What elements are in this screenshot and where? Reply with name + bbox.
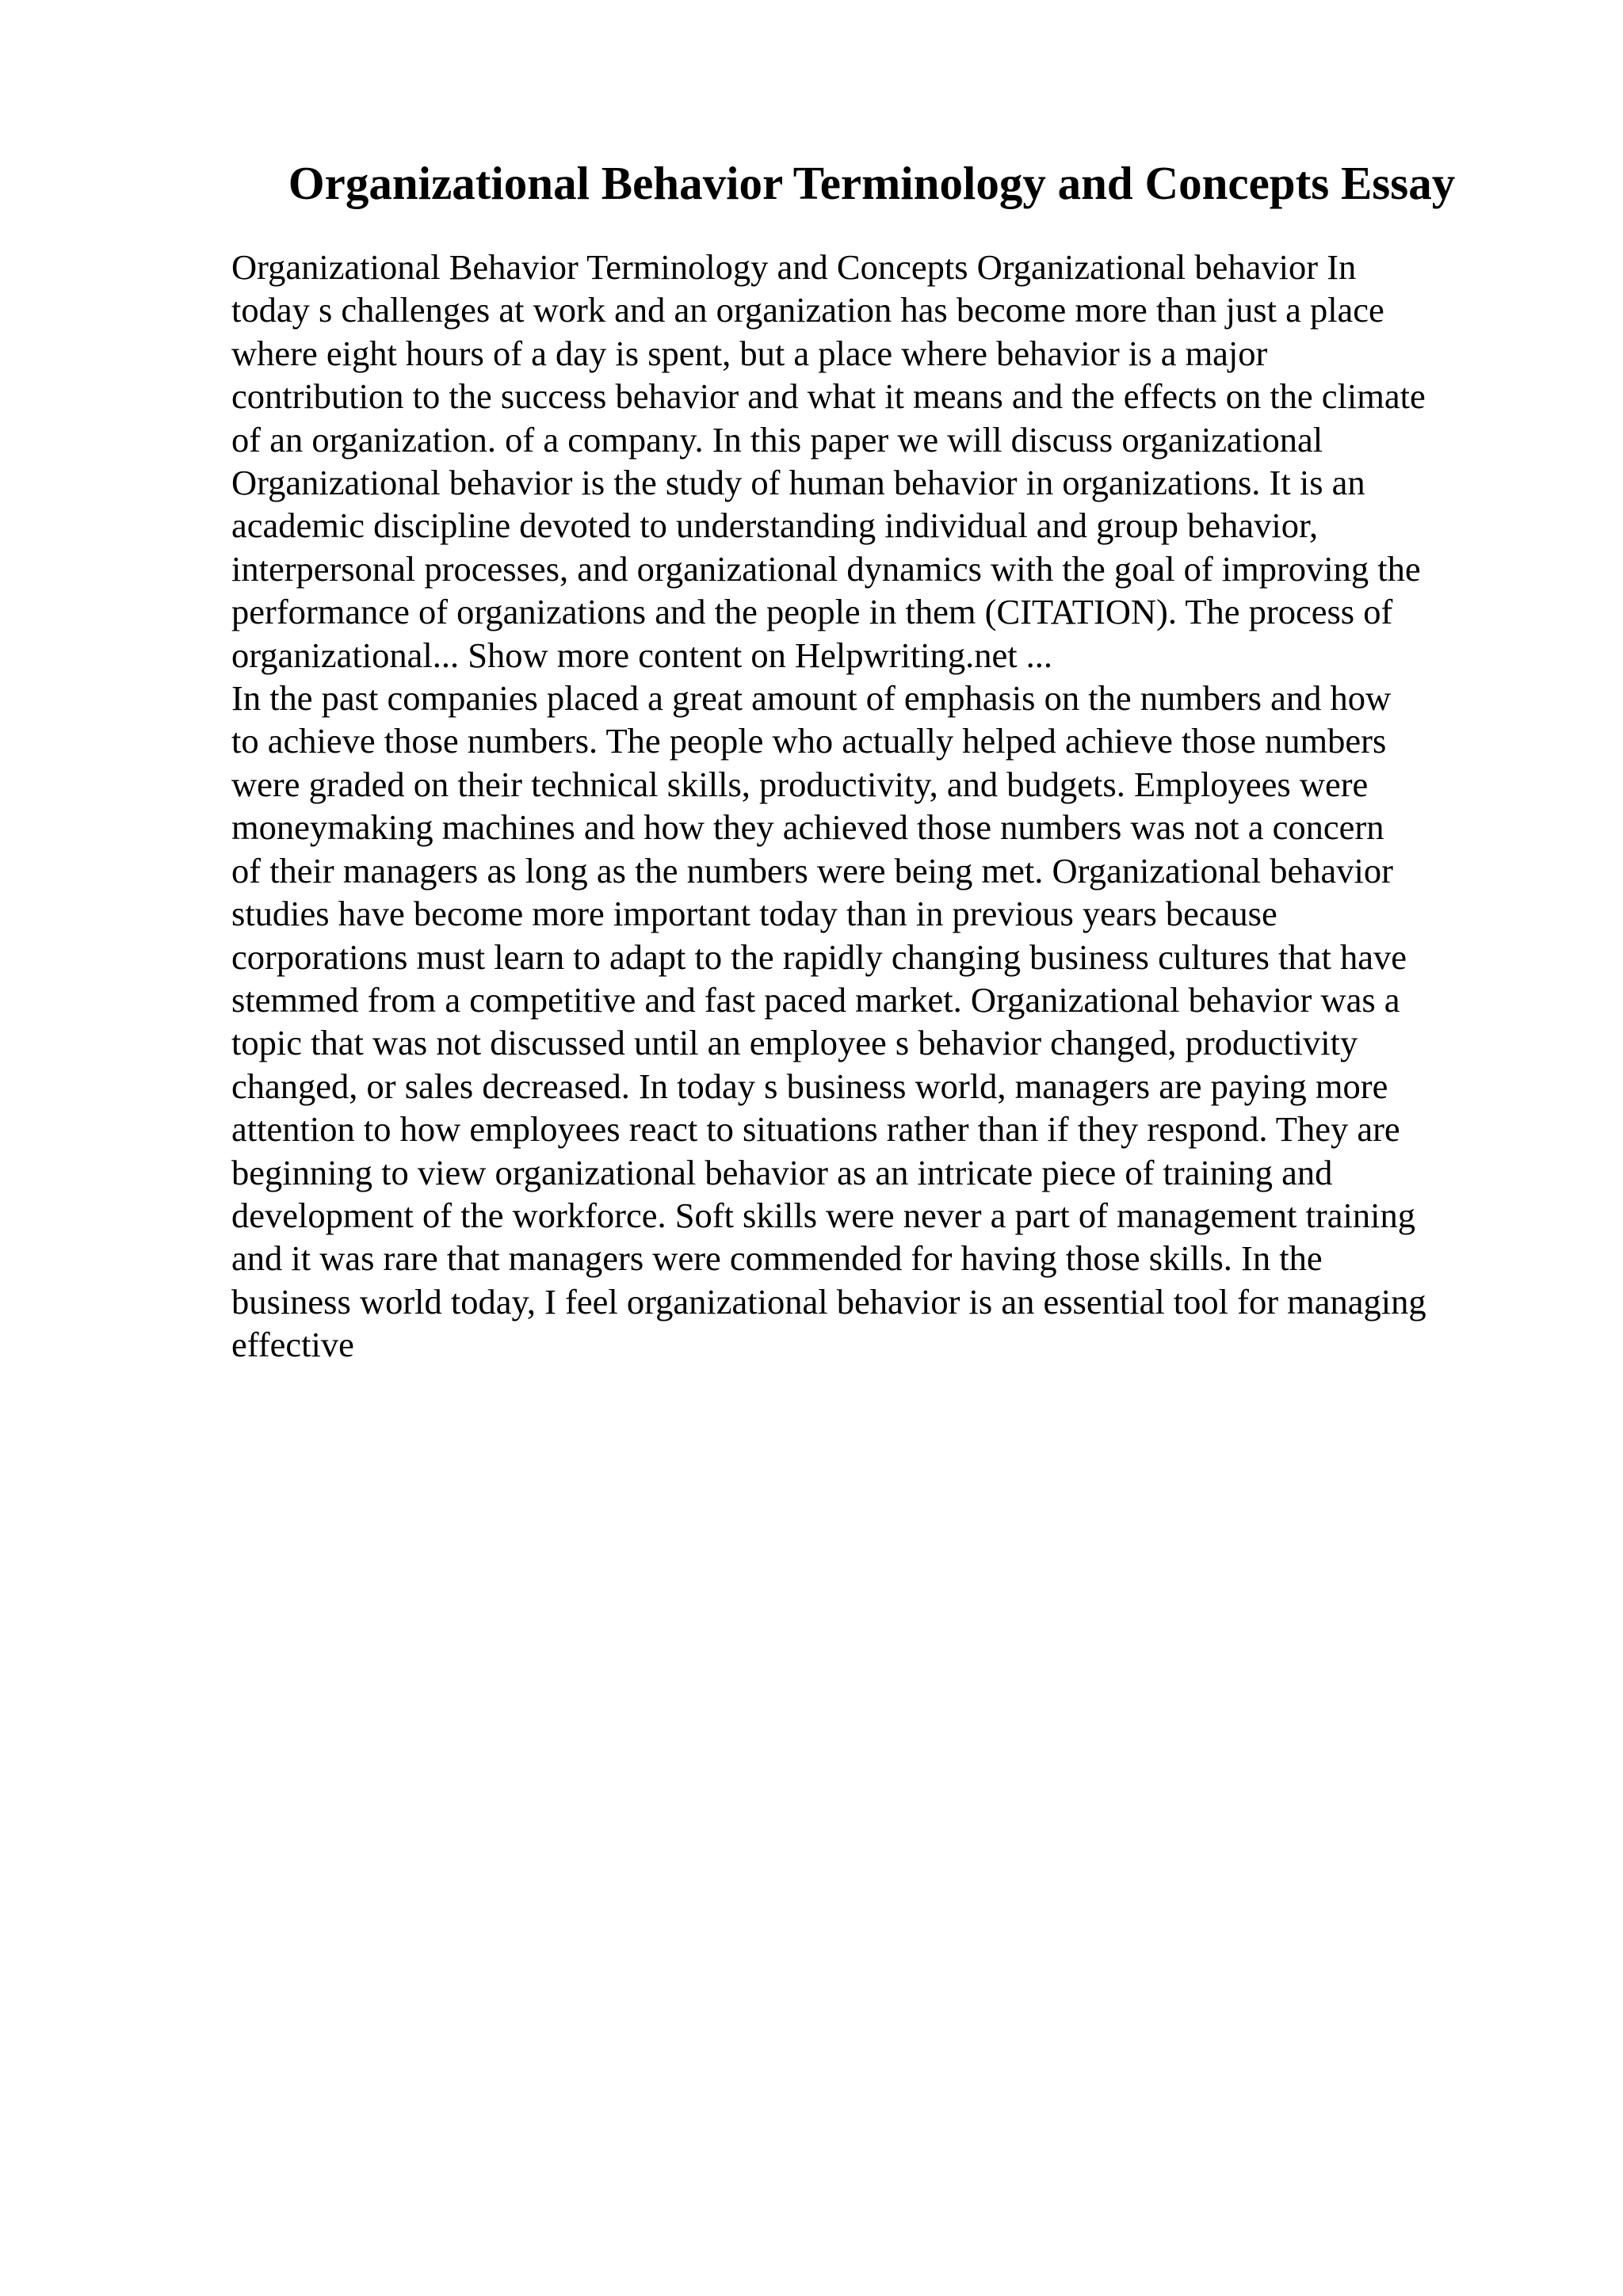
text-line: today s challenges at work and an organization has become more than just a place [231, 290, 1384, 330]
text-line: organizational... Show more content on Helpwriting.net ... [231, 635, 1053, 675]
text-line: where eight hours of a day is spent, but a place where behavior is a major [231, 333, 1268, 373]
text-line: topic that was not discussed until an employee s behavior changed, productivity [231, 1023, 1358, 1063]
text-line: stemmed from a competitive and fast paced market. Organizational behavior was a [231, 979, 1400, 1020]
text-line: attention to how employees react to situations rather than if they respond. They are [231, 1109, 1400, 1150]
text-line: Organizational Behavior Terminology and Concepts Organizational behavior In [231, 247, 1357, 287]
text-line: of an organization. of a company. In this paper we will discuss organizational [231, 419, 1323, 460]
text-line: moneymaking machines and how they achieved those numbers was not a concern [231, 807, 1384, 848]
text-line: studies have become more important today than in previous years because [231, 894, 1277, 934]
text-line: beginning to view organizational behavior as an intricate piece of training and [231, 1152, 1333, 1192]
text-line: academic discipline devoted to understanding individual and group behavior, [231, 505, 1319, 546]
text-line: business world today, I feel organizational behavior is an essential tool for managing [231, 1281, 1426, 1322]
document-title: Organizational Behavior Terminology and Concepts Essay [288, 157, 1456, 209]
text-line: development of the workforce. Soft skills were never a part of management training [231, 1195, 1415, 1235]
text-line: were graded on their technical skills, productivity, and budgets. Employees were [231, 764, 1369, 804]
text-line: of their managers as long as the numbers were being met. Organizational behavior [231, 850, 1393, 891]
text-line: to achieve those numbers. The people who actually helped achieve those numbers [231, 721, 1387, 761]
text-line: performance of organizations and the people in them (CITATION). The process of [231, 592, 1393, 632]
text-line: effective [231, 1325, 354, 1365]
document-body [231, 246, 1515, 1367]
text-line: corporations must learn to adapt to the rapidly changing business cultures that have [231, 936, 1407, 977]
text-line: and it was rare that managers were commended for having those skills. In the [231, 1238, 1323, 1279]
text-line: contribution to the success behavior and what it means and the effects on the climate [231, 376, 1426, 417]
text-line: interpersonal processes, and organizational dynamics with the goal of improving the [231, 548, 1421, 589]
text-line: In the past companies placed a great amount of emphasis on the numbers and how [231, 678, 1392, 719]
text-line: changed, or sales decreased. In today s business world, managers are paying more [231, 1066, 1388, 1106]
text-line: Organizational behavior is the study of human behavior in organizations. It is an [231, 463, 1365, 503]
